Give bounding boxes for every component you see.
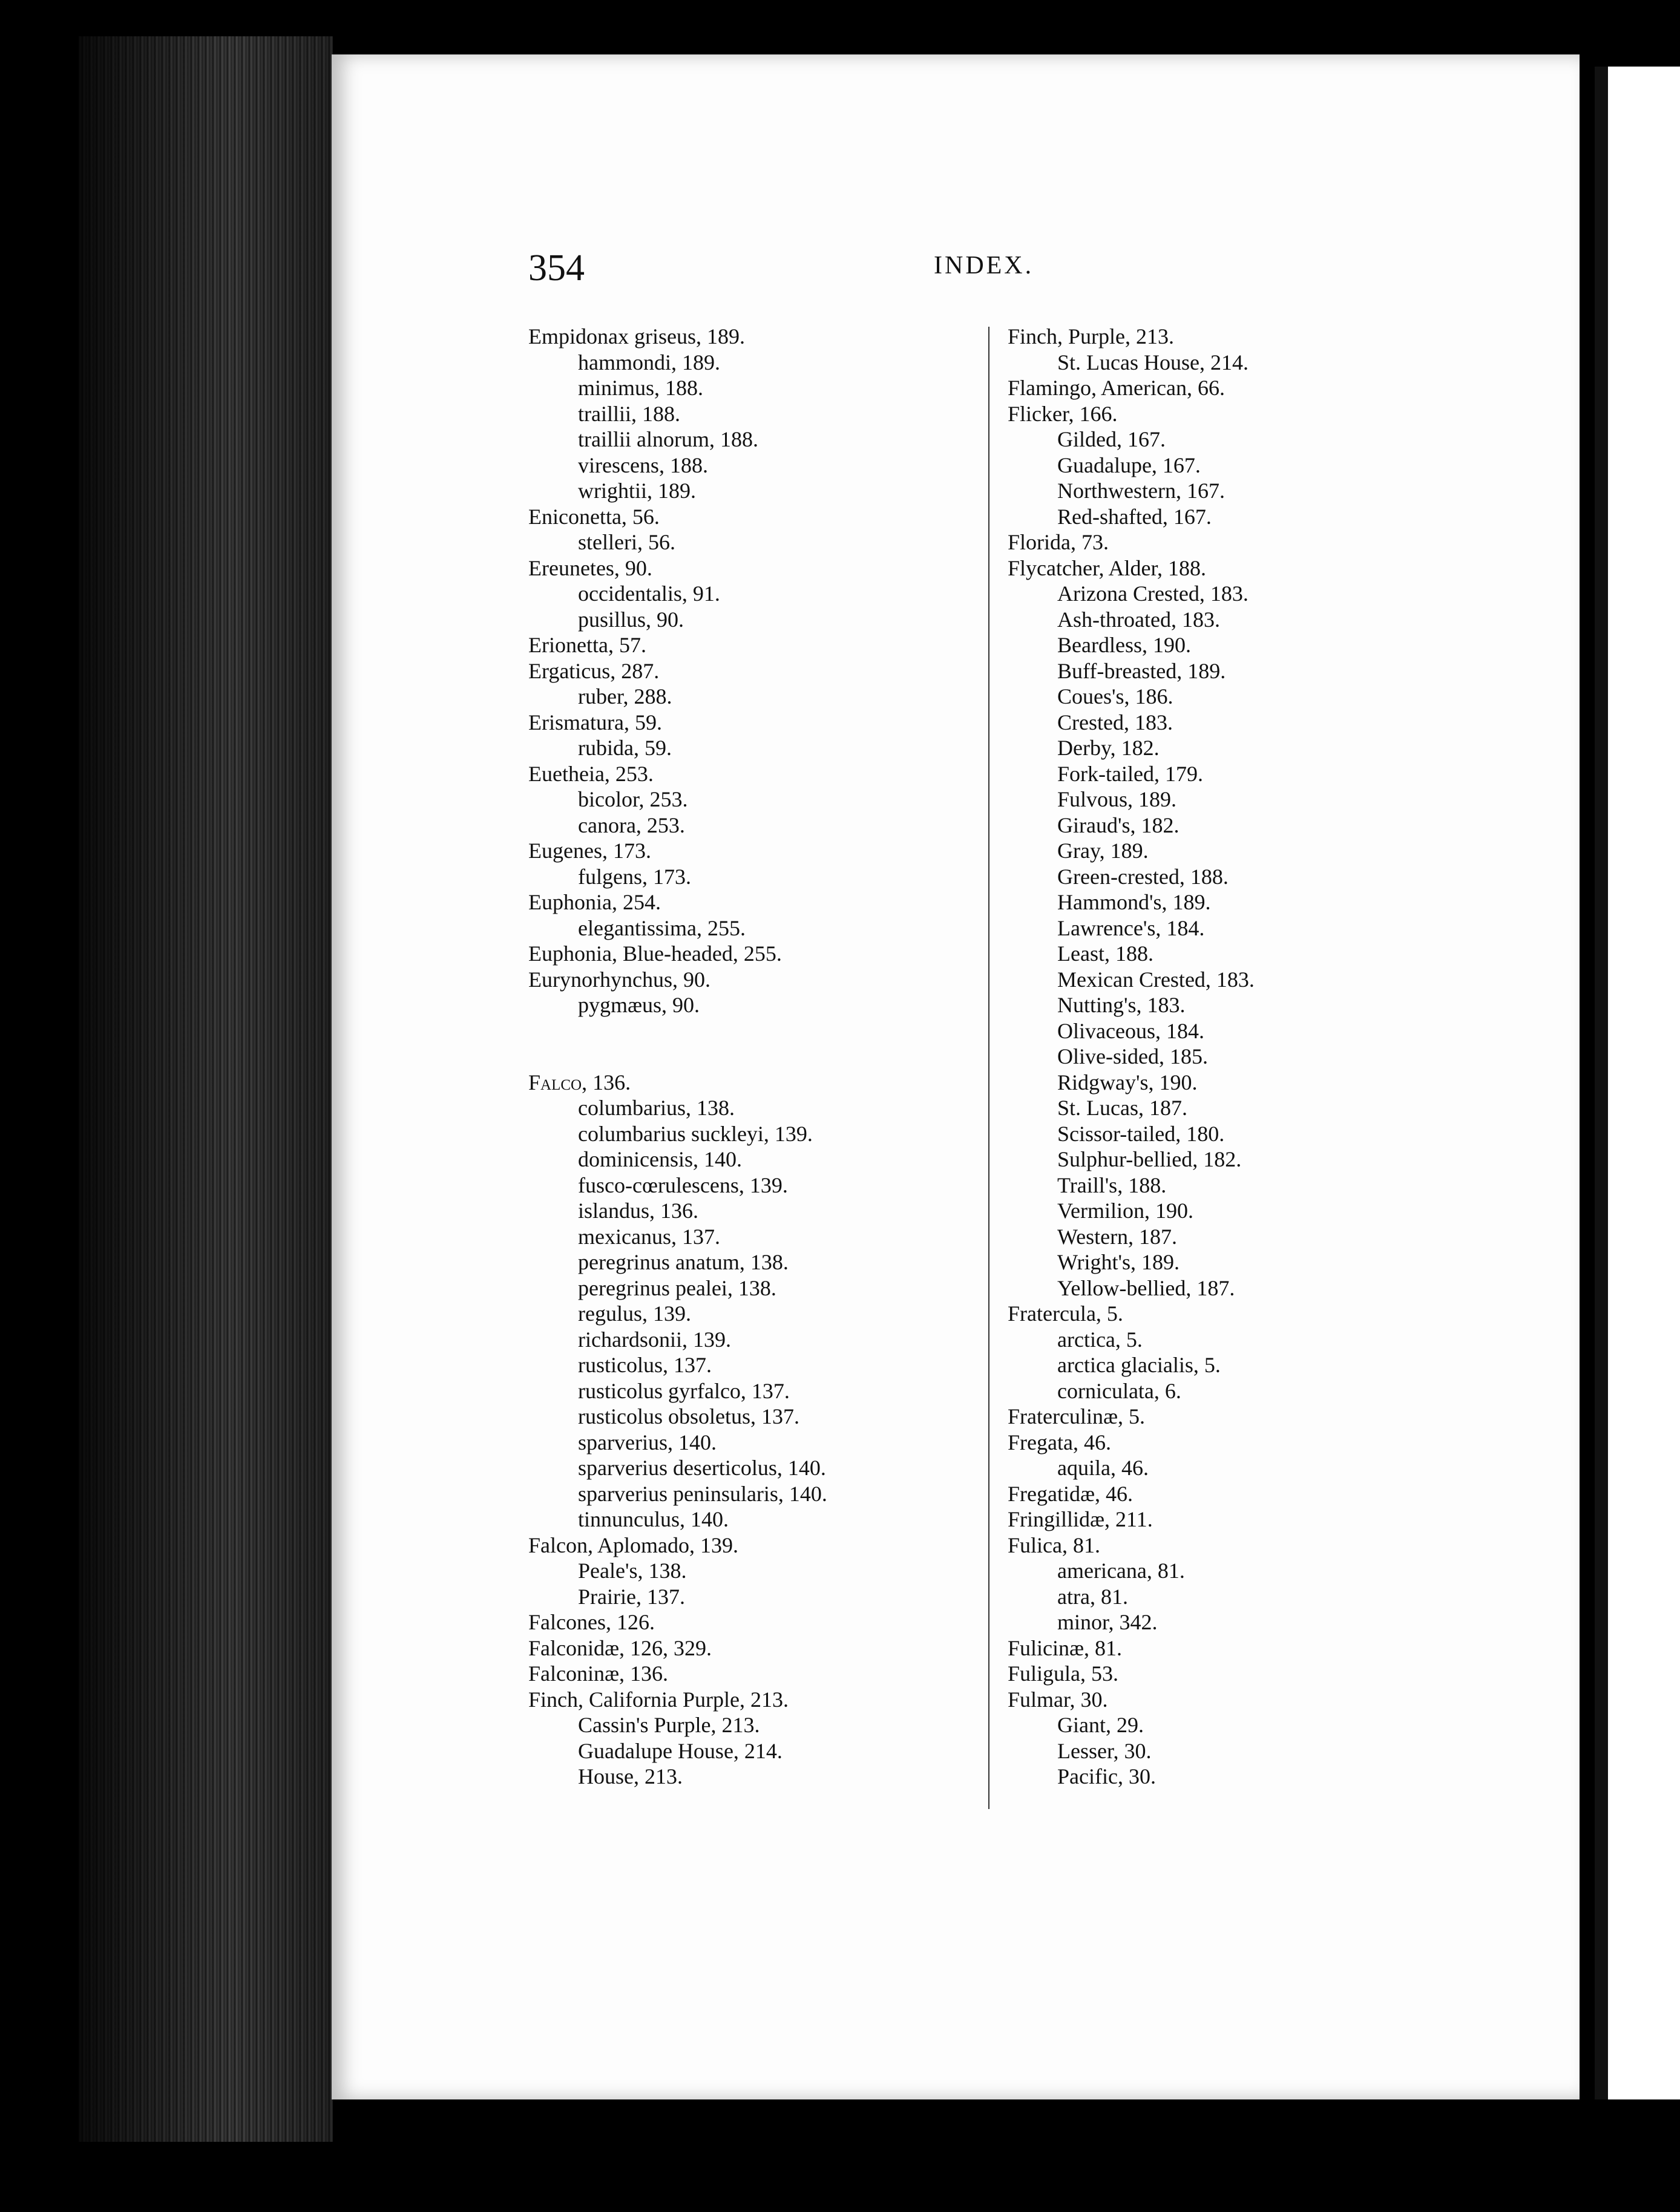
index-subentry: stelleri, 56.	[578, 530, 675, 554]
index-subentry: Giraud's, 182.	[1057, 813, 1180, 837]
index-subentry: Beardless, 190.	[1057, 633, 1191, 657]
index-subentry: aquila, 46.	[1057, 1456, 1149, 1480]
index-entry: Falcones, 126.	[528, 1610, 655, 1634]
index-entry: Eugenes, 173.	[528, 839, 651, 863]
index-subentry: Olivaceous, 184.	[1057, 1018, 1204, 1043]
index-subentry: sparverius deserticolus, 140.	[578, 1456, 826, 1480]
index-entry: Euetheia, 253.	[528, 761, 654, 786]
index-subentry: atra, 81.	[1057, 1584, 1128, 1609]
index-subentry: Cassin's Purple, 213.	[578, 1713, 760, 1737]
index-subentry: Crested, 183.	[1057, 710, 1173, 735]
index-subentry: peregrinus anatum, 138.	[578, 1250, 789, 1274]
index-subentry: Least, 188.	[1057, 941, 1153, 966]
index-subentry: Green-crested, 188.	[1057, 864, 1229, 889]
index-entry: Fulicinæ, 81.	[1008, 1635, 1123, 1660]
index-entry: Falconidæ, 126, 329.	[528, 1635, 712, 1660]
index-entry: Eniconetta, 56.	[528, 504, 660, 529]
index-subentry: Arizona Crested, 183.	[1057, 581, 1249, 606]
index-entry: Euphonia, Blue-headed, 255.	[528, 941, 782, 966]
index-subentry: peregrinus pealei, 138.	[578, 1275, 776, 1300]
index-entry: Fraterculinæ, 5.	[1008, 1404, 1145, 1428]
index-subentry: Gilded, 167.	[1057, 427, 1166, 451]
section-gap	[528, 1018, 988, 1070]
index-entry: Flamingo, American, 66.	[1008, 376, 1225, 400]
index-subentry: arctica glacialis, 5.	[1057, 1353, 1221, 1377]
index-subentry: pygmæus, 90.	[578, 993, 700, 1017]
index-subentry: mexicanus, 137.	[578, 1224, 720, 1249]
index-subentry: canora, 253.	[578, 813, 685, 837]
index-subentry: Vermilion, 190.	[1057, 1199, 1193, 1223]
index-subentry: bicolor, 253.	[578, 787, 688, 811]
index-subentry: Red-shafted, 167.	[1057, 504, 1212, 529]
index-subentry: Ridgway's, 190.	[1057, 1070, 1198, 1095]
index-subentry: minor, 342.	[1057, 1610, 1158, 1634]
index-column-left	[528, 324, 988, 1790]
index-subentry: arctica, 5.	[1057, 1327, 1143, 1352]
index-subentry: Pacific, 30.	[1057, 1764, 1156, 1788]
index-subentry: occidentalis, 91.	[578, 581, 720, 606]
index-subentry: Buff-breasted, 189.	[1057, 658, 1226, 683]
index-subentry: Peale's, 138.	[578, 1559, 687, 1583]
index-subentry: Lesser, 30.	[1057, 1738, 1152, 1763]
index-entry: Erismatura, 59.	[528, 710, 662, 735]
index-entry: Flycatcher, Alder, 188.	[1008, 555, 1207, 580]
index-entry: Erionetta, 57.	[528, 633, 646, 657]
index-entry: Flicker, 166.	[1008, 401, 1118, 426]
index-entry: Fulica, 81.	[1008, 1533, 1100, 1557]
index-subentry: Hammond's, 189.	[1057, 890, 1211, 914]
index-subentry: Fork-tailed, 179.	[1057, 761, 1203, 786]
index-subentry: Traill's, 188.	[1057, 1173, 1167, 1197]
index-subentry: elegantissima, 255.	[578, 915, 746, 940]
index-subentry: Nutting's, 183.	[1057, 993, 1186, 1017]
index-subentry: Western, 187.	[1057, 1224, 1178, 1249]
index-subentry: Ash-throated, 183.	[1057, 607, 1220, 632]
index-subentry: minimus, 188.	[578, 376, 704, 400]
index-subentry: regulus, 139.	[578, 1301, 691, 1326]
book-spine	[79, 36, 333, 2142]
index-subentry: columbarius, 138.	[578, 1096, 735, 1120]
index-subentry: dominicensis, 140.	[578, 1147, 742, 1171]
index-entry: Fregata, 46.	[1008, 1430, 1111, 1454]
index-subentry: Sulphur-bellied, 182.	[1057, 1147, 1242, 1171]
index-subentry: Coues's, 186.	[1057, 684, 1173, 708]
index-subentry: rusticolus gyrfalco, 137.	[578, 1378, 790, 1403]
index-column-right	[1008, 324, 1504, 1790]
index-subentry: Guadalupe, 167.	[1057, 453, 1201, 477]
index-page	[332, 54, 1580, 2099]
index-subentry: Scissor-tailed, 180.	[1057, 1121, 1225, 1146]
index-entry: Ergaticus, 287.	[528, 658, 660, 683]
index-entry: Ereunetes, 90.	[528, 555, 652, 580]
index-entry: Fringillidæ, 211.	[1008, 1507, 1153, 1531]
index-subentry: rubida, 59.	[578, 736, 672, 760]
index-subentry: fulgens, 173.	[578, 864, 691, 889]
index-subentry: virescens, 188.	[578, 453, 708, 477]
index-subentry: rusticolus obsoletus, 137.	[578, 1404, 799, 1428]
index-subentry: Yellow-bellied, 187.	[1057, 1275, 1235, 1300]
index-subentry: House, 213.	[578, 1764, 683, 1788]
index-subentry: St. Lucas House, 214.	[1057, 350, 1249, 375]
index-subentry: Giant, 29.	[1057, 1713, 1144, 1737]
index-subentry: traillii, 188.	[578, 401, 680, 426]
index-entry: Falco, 136.	[528, 1070, 631, 1095]
index-subentry: richardsonii, 139.	[578, 1327, 731, 1352]
index-entry: Empidonax griseus, 189.	[528, 324, 745, 348]
index-subentry: sparverius, 140.	[578, 1430, 717, 1454]
column-divider	[988, 327, 989, 1809]
index-subentry: sparverius peninsularis, 140.	[578, 1481, 827, 1506]
page-number: 354	[528, 247, 585, 289]
index-entry: Fregatidæ, 46.	[1008, 1481, 1133, 1506]
index-entry: Finch, California Purple, 213.	[528, 1687, 789, 1712]
facing-page-edge	[1595, 67, 1680, 2099]
index-subentry: fusco-cœrulescens, 139.	[578, 1173, 788, 1197]
index-subentry: traillii alnorum, 188.	[578, 427, 758, 451]
index-entry: Finch, Purple, 213.	[1008, 324, 1174, 348]
index-subentry: americana, 81.	[1057, 1559, 1185, 1583]
index-subentry: columbarius suckleyi, 139.	[578, 1121, 813, 1146]
index-subentry: islandus, 136.	[578, 1199, 699, 1223]
index-subentry: Guadalupe House, 214.	[578, 1738, 783, 1763]
index-subentry: Wright's, 189.	[1057, 1250, 1180, 1274]
index-subentry: Gray, 189.	[1057, 839, 1149, 863]
index-subentry: rusticolus, 137.	[578, 1353, 712, 1377]
index-subentry: Olive-sided, 185.	[1057, 1044, 1208, 1068]
index-subentry: Mexican Crested, 183.	[1057, 967, 1255, 992]
index-subentry: pusillus, 90.	[578, 607, 684, 632]
index-entry: Eurynorhynchus, 90.	[528, 967, 710, 992]
index-entry: Fuligula, 53.	[1008, 1661, 1119, 1686]
index-entry: Fratercula, 5.	[1008, 1301, 1123, 1326]
index-subentry: Derby, 182.	[1057, 736, 1160, 760]
index-subentry: Northwestern, 167.	[1057, 479, 1225, 503]
index-entry: Falcon, Aplomado, 139.	[528, 1533, 738, 1557]
index-entry: Fulmar, 30.	[1008, 1687, 1108, 1712]
index-entry: Florida, 73.	[1008, 530, 1109, 554]
index-entry: Falconinæ, 136.	[528, 1661, 668, 1686]
index-subentry: tinnunculus, 140.	[578, 1507, 729, 1531]
index-subentry: Prairie, 137.	[578, 1584, 685, 1609]
index-subentry: Lawrence's, 184.	[1057, 915, 1205, 940]
index-subentry: hammondi, 189.	[578, 350, 720, 375]
index-subentry: corniculata, 6.	[1057, 1378, 1181, 1403]
index-subentry: St. Lucas, 187.	[1057, 1096, 1187, 1120]
index-entry: Euphonia, 254.	[528, 890, 661, 914]
index-subentry: wrightii, 189.	[578, 479, 696, 503]
index-subentry: Fulvous, 189.	[1057, 787, 1177, 811]
running-head: INDEX.	[934, 252, 1034, 280]
index-subentry: ruber, 288.	[578, 684, 672, 708]
